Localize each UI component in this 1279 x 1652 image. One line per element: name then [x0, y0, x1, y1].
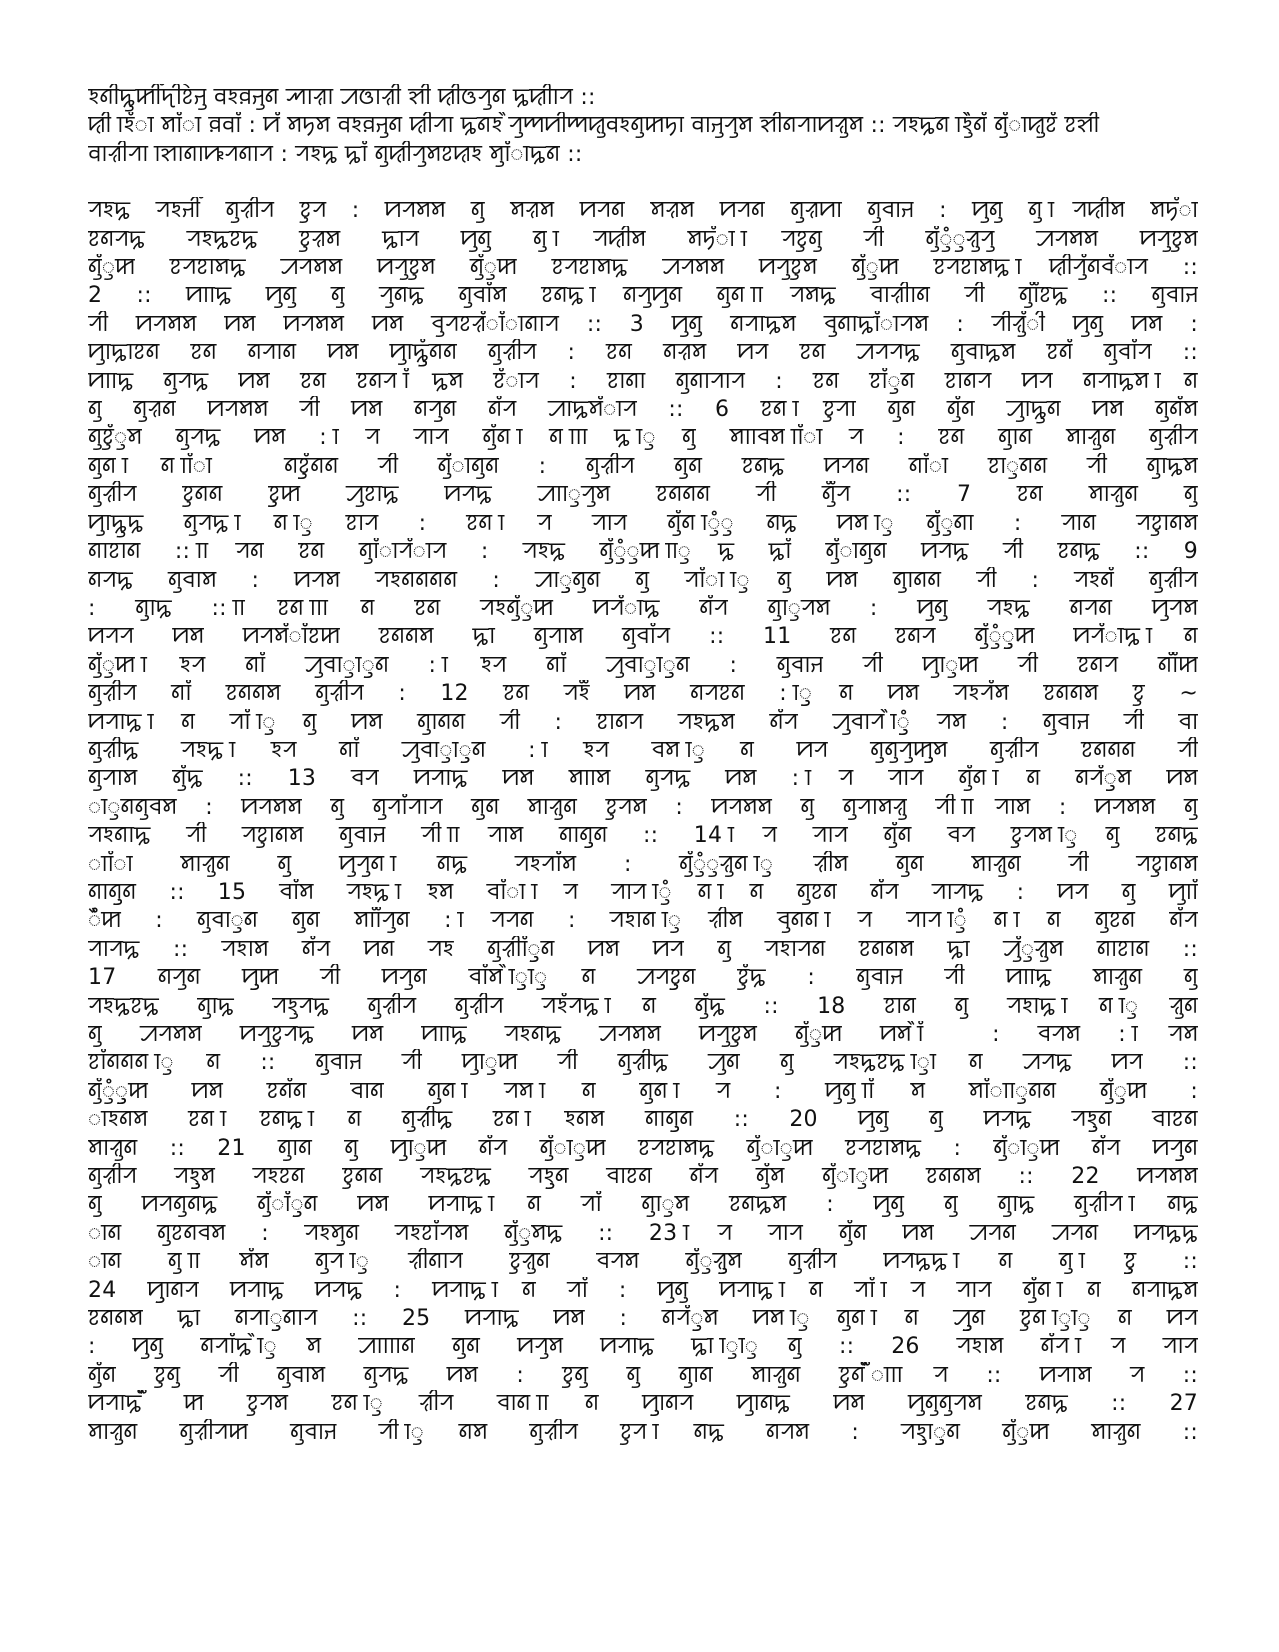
body-line: ꠘꠣꠘꠥꠥꠘ :: 15 ꠌꠣꠋꠝ ꠞꠁꠍ ꠣꠁꠝ ꠌꠣꠋꠣ ꠣꠞ ꠞꠣꠞ ꠣꠥꠋꠘ ꠣꠘ ꠘꠥꠐꠘ ꠘꠋꠞ ꠞꠣꠞꠍ : ꠙꠞ ꠘꠥ ꠙꠥꠣꠣꠋ [88, 879, 1198, 905]
document-page [88, 84, 1198, 1447]
body-line: ꠘꠥꠟꠤꠞ ꠘꠣꠋ ꠐꠘꠘꠝ ꠘꠥꠟꠤꠞ : 12 ꠐꠘ ꠞꠁꠋꠋ ꠙꠝ ꠘꠞꠐꠘ : ꠣꠥꠥꠘ ꠙꠝ ꠞꠁꠞꠋꠝ ꠐꠘꠘꠝ ꠐꠥ ~ [88, 681, 1198, 707]
body-line: ꠂꠋꠋꠇ : ꠘꠥꠌꠣꠥꠘ ꠘꠥꠘ ꠝꠣꠣꠋꠋꠞꠥꠘ : ꠣꠞꠞꠘ : ꠞꠁꠣꠘ ꠣꠥꠟꠤꠝ ꠌꠥꠘꠘ ꠣꠞ ꠞꠣꠞ ꠣꠥꠋꠘ ꠣꠘ ꠘꠥꠐꠘ ꠘꠋꠞ [88, 908, 1198, 934]
body-line: ꠙꠥꠣꠍꠥꠍ ꠘꠥꠞꠍ ꠣꠘ ꠣꠥꠐꠣꠞ : ꠐꠘ ꠣꠞ ꠞꠣꠞ ꠘꠥꠋꠘ ꠣꠥꠋꠥꠘꠍ ꠙꠝ ꠣꠥꠘꠥꠋꠥꠘꠣ : ꠞꠣꠘ ꠞꠐꠥꠣꠘꠝ [88, 510, 1198, 536]
heading-line: ꠁꠘꠤꠍꠥꠇꠤꠋꠖꠤꠐꠦꠔꠥ ꠛꠁꠅꠔꠥꠘ ꠕꠣꠟꠣ ꠀꠃꠣꠟꠤ ꠡꠤ ꠢꠤꠃꠞꠥꠘ ꠍꠢꠤꠣꠞ :: [88, 85, 596, 110]
body-line: ꠐꠘꠘꠝ ꠍꠣ ꠘꠞꠣꠥꠥꠘꠣꠞ :: 25 ꠙꠞꠣꠍ ꠙꠝ : ꠘꠞꠋꠥꠥꠝ ꠙꠝ ꠣꠥꠘꠥꠘ ꠣꠘ ꠀꠥꠥꠥꠥꠘ ꠐꠥꠘ ꠣꠥꠣꠥꠘ ꠙꠞ [88, 1306, 1198, 1332]
body-line: ꠙꠞꠣꠍ ꠣꠘ ꠞꠣꠋ ꠣꠥꠘꠥ ꠙꠝ ꠘꠥꠣꠘꠘ ꠞꠤ : ꠐꠣꠘꠞ ꠞꠁꠍꠝ ꠘꠋꠞ ꠀꠥꠌꠣꠞ ꠂꠣꠥꠥꠋꠞꠝ : ꠘꠥꠌꠣꠔ ꠞꠤ ꠌꠣ [88, 709, 1198, 735]
body-line: ꠐꠘꠞꠍ ꠞꠁꠍꠐꠍ ꠐꠥꠟꠝ ꠍꠣꠞ ꠙꠥꠘꠥ ꠘꠥ ꠣꠞꠢꠤꠝ ꠝꠠꠋꠣ ꠣꠞꠐꠥꠘꠥ ꠞꠤ ꠘꠥꠋꠥꠋꠥꠟꠥꠞꠥ ꠀꠞꠝꠝ ꠙꠞꠥꠐꠥꠝ [88, 226, 1198, 252]
body-line: ꠘꠥꠟꠤꠍ ꠞꠁꠍ ꠣꠁꠞ ꠘꠣꠋ ꠀꠥꠌꠣꠥꠣꠥꠥꠘ : ꠣꠁꠞ ꠌꠝ ꠣꠥꠘ ꠙꠞ ꠘꠥꠘꠥꠞꠥꠇꠥꠥꠝ ꠘꠥꠟꠤꠞ ꠐꠘꠘꠘ ꠞꠤ [88, 737, 1198, 763]
body-line: : ꠙꠥꠘꠥ ꠘꠞꠣꠋꠍ ꠂꠣꠥꠝ ꠀꠣꠣꠣꠣꠘ ꠘꠥꠘ ꠙꠞꠥꠝ ꠙꠞꠣꠍ ꠍꠣ ꠣꠥꠣꠥꠘꠥ :: 26 ꠞꠁꠣꠝ ꠘꠋꠞ ꠣꠞ ꠞꠣꠞ [88, 1334, 1198, 1360]
body-line: ꠣꠘ ꠘꠥꠐꠘꠌꠝ : ꠞꠁꠝꠥꠘ ꠞꠁꠐꠣꠋꠞꠝ ꠘꠥꠋꠥꠝꠍ :: 23 ꠣꠞ ꠞꠣꠞ ꠘꠥꠋꠘ ꠙꠝ ꠀꠞꠘ ꠀꠞꠘ ꠙꠞꠍꠍ [88, 1220, 1198, 1246]
body-line: ꠘꠥꠘ ꠣꠘ ꠣꠣꠋꠣ ꠘꠐꠥꠥꠋꠘꠘ ꠞꠤ ꠘꠥꠋꠣꠘꠥꠘ : ꠘꠥꠟꠤꠞ ꠘꠥꠘ ꠐꠘꠍ ꠙꠞꠘ ꠘꠣꠋꠣ ꠐꠣꠥꠘꠘ ꠞꠤ ꠘꠥꠣꠍꠝ [88, 453, 1198, 479]
heading-line: ꠛꠣꠟꠤꠞꠣ ꠣꠡꠣꠘꠣꠚꠞꠘꠣꠞ : ꠞꠁꠍ ꠍꠣꠋ ꠘꠥꠢꠤꠞꠥꠝꠐꠢꠁ ꠝꠥꠣꠋꠣꠍꠘ :: [88, 141, 583, 167]
body-line: ꠘꠥꠋꠘ ꠐꠥꠘꠥ ꠞꠤ ꠘꠥꠌꠣꠝ ꠘꠥꠞꠍ ꠙꠝ : ꠐꠥꠘꠥ ꠘꠥ ꠘꠥꠣꠘ ꠝꠣꠟꠥꠘ ꠐꠥꠘ ꠂꠋꠋꠣꠣꠣꠞ :: ꠙꠞꠣꠝ ꠞ :: [88, 1362, 1198, 1388]
body-line: ꠝꠣꠟꠥꠘ :: 21 ꠘꠥꠣꠘ ꠘꠥ ꠙꠥꠣꠥꠇ ꠘꠋꠞ ꠘꠥꠋꠣꠥꠇ ꠐꠞꠐꠣꠝꠍ ꠘꠥꠋꠣꠥꠇ ꠐꠞꠐꠣꠝꠍ : ꠘꠥꠋꠣꠥꠇ ꠘꠋꠞ ꠙꠞꠥꠥꠘ [88, 1135, 1198, 1161]
body-line: ꠘꠥ ꠙꠞꠘꠥꠘꠍ ꠘꠥꠋꠣꠋꠥꠥꠘ ꠙꠝ ꠙꠞꠣꠍ ꠣꠘ ꠞꠣꠋ ꠘꠥꠣꠥꠝ ꠐꠘꠍꠝ : ꠙꠥꠘꠥ ꠘꠥ ꠘꠥꠣꠍ ꠘꠥꠟꠤꠞ ꠣꠘꠍ [88, 1192, 1198, 1218]
body-line: ꠣꠁꠘꠝ ꠐꠘ ꠣꠐꠘꠍ ꠣꠘ ꠘꠥꠟꠤꠍ ꠐꠘ ꠣꠁꠘꠝ ꠘꠣꠘꠥꠥꠘ :: 20 ꠙꠥꠘꠥ ꠘꠥ ꠙꠞꠍ ꠞꠁꠥꠥꠘ ꠌꠣꠐꠘ [88, 1107, 1198, 1133]
body-paragraph [88, 197, 1198, 1447]
body-line: ꠣꠣꠋꠣ ꠝꠣꠟꠥꠘ ꠘꠥ ꠙꠥꠞꠥꠘ ꠣꠘꠍ ꠞꠁꠞꠣꠋꠝ : ꠘꠥꠋꠥꠋꠥꠟꠥꠘ ꠣꠥꠟꠤꠝ ꠘꠥꠘ ꠝꠣꠟꠥꠘ ꠞꠤ ꠞꠐꠥꠣꠘꠝ [88, 851, 1198, 877]
body-line: 17 ꠘꠞꠥꠘ ꠙꠥꠥꠇ ꠞꠤ ꠙꠞꠥꠘ ꠌꠣꠋꠝ ꠂꠣꠥꠥꠣꠥꠥꠘ ꠀꠞꠐꠥꠥꠘ ꠐꠥꠋꠍ : ꠘꠥꠌꠣꠔ ꠞꠤ ꠙꠣꠣꠍ ꠝꠣꠟꠥꠘ ꠘꠥ [88, 965, 1198, 991]
heading-line: ꠢꠤ ꠣꠁꠋꠣ ꠝꠣꠋꠣ ꠅꠛꠣꠋ : ꠙꠋ ꠝꠠꠝ ꠛꠁꠅꠔꠥꠘ ꠢꠤꠞꠣ ꠍꠘꠁ ꠂꠞꠥꠈꠙꠤꠈꠢꠥꠛꠁꠘꠥꠇꠠꠣ ꠛꠣꠔꠥꠞꠥꠝ ꠡꠤꠘꠞꠣꠙꠟꠥꠝ :: ꠞꠁꠍꠘ ꠣꠁꠂꠂꠥꠘꠋ ꠘꠥꠋꠣꠢꠥꠐꠋ ꠐꠡꠤ [88, 113, 1100, 139]
body-line: ꠘꠣꠐꠣꠘ :: ꠣꠣꠞꠘ ꠐꠘ ꠘꠥꠣꠋꠣꠞꠋꠣꠞ : ꠞꠁꠍ ꠘꠥꠋꠥꠋꠥꠇ ꠣꠣꠥꠍ ꠍꠣꠋ ꠘꠥꠋꠣꠘꠥꠘ ꠙꠞꠍ ꠞꠤ ꠐꠘꠍ :: 9 [88, 539, 1198, 565]
body-line: ꠘꠥꠋꠥꠋꠥꠥꠥꠇ ꠙꠝ ꠐꠘꠋꠘ ꠌꠣꠘ ꠘꠥꠘ ꠣꠞꠝ ꠣꠘ ꠘꠥꠘ ꠣꠞ : ꠙꠥꠘꠥ ꠣꠣꠋꠝ ꠝꠣꠋꠣꠣꠥꠘꠘ ꠘꠥꠋꠥꠇ : [88, 1078, 1198, 1104]
body-line: ꠘꠥꠞꠣꠝ ꠘꠥꠋꠍ :: 13 ꠌꠞ ꠙꠞꠣꠍ ꠙꠝ ꠝꠣꠣꠝ ꠘꠥꠞꠍ ꠙꠝ : ꠣꠞ ꠞꠣꠞ ꠘꠥꠋꠘ ꠣꠘ ꠘꠞꠋꠥꠥꠝ ꠙꠝ [88, 766, 1198, 792]
body-line: ꠘꠥꠐꠥꠋꠥꠝ ꠘꠥꠞꠍ ꠙꠝ : ꠣꠞ ꠞꠣꠞ ꠘꠥꠋꠘ ꠣꠘ ꠣꠣꠣꠍ ꠣꠥꠘꠥ ꠝꠣꠣꠌꠝ ꠣꠣꠋꠣꠞ : ꠐꠘ ꠘꠥꠣꠘ ꠝꠣꠟꠥꠘ ꠘꠥꠟꠤꠞ [88, 425, 1198, 451]
body-line: ꠞꠁꠍ ꠞꠁꠔꠤꠋ ꠘꠥꠟꠤꠞ ꠐꠥꠞ : ꠙꠞꠝꠝ ꠘꠥ ꠝꠟꠝ ꠙꠞꠘ ꠝꠟꠝ ꠙꠞꠘ ꠘꠥꠟꠙꠣ ꠘꠥꠌꠣꠔ : ꠙꠥꠘꠥ ꠘꠥ ꠣꠞꠢꠤꠝ ꠝꠠꠋꠣ [88, 198, 1198, 224]
body-line: 2 :: ꠙꠣꠣꠍ ꠙꠥꠘꠥ ꠘꠥ ꠞꠥꠘꠍ ꠘꠥꠌꠣꠋꠝ ꠐꠘꠍ ꠣꠘꠞꠥꠙꠥꠘ ꠘꠥꠘ ꠣꠣꠞꠝꠍ ꠌꠣꠟꠤꠣꠘ ꠞꠤ ꠘꠥꠣꠋꠋꠐꠍ :: ꠘꠥꠌꠣꠔ [88, 283, 1198, 309]
body-line: ꠘꠥ ꠘꠥꠟꠘ ꠙꠞꠝꠝ ꠞꠤ ꠙꠝ ꠘꠞꠥꠘ ꠘꠋꠞ ꠀꠣꠍꠝꠋꠣꠞ :: 6 ꠐꠘ ꠣꠐꠥꠞꠣ ꠘꠥꠘ ꠘꠥꠋꠘ ꠀꠥꠣꠍꠥꠘ ꠙꠝ ꠘꠥꠘꠋꠝ [88, 397, 1198, 423]
body-line: ꠘꠥꠟꠤꠞ ꠐꠥꠘꠘ ꠐꠥꠥꠇ ꠀꠥꠐꠣꠍ ꠙꠞꠍ ꠀꠣꠣꠥꠞꠥꠝ ꠐꠘꠘꠘ ꠞꠤ ꠘꠥꠋꠋꠞ :: 7 ꠐꠘ ꠝꠣꠟꠥꠘ ꠘꠥ [88, 482, 1198, 508]
body-line: ꠘꠥ ꠀꠞꠝꠝ ꠙꠞꠥꠐꠥꠞꠍ ꠙꠝ ꠙꠣꠣꠍ ꠞꠁꠘꠍ ꠀꠞꠝꠝ ꠙꠞꠥꠐꠥꠝ ꠘꠥꠋꠥꠇ ꠙꠝ ꠂꠣꠋ : ꠌꠞꠝ : ꠣꠞꠝ [88, 1022, 1198, 1047]
body-line: ꠙꠞꠣꠍ ꠂꠋꠋꠇ ꠐꠥꠞꠝ ꠐꠘ ꠣꠥꠟꠤꠞ ꠌꠣꠘ ꠣꠣꠘ ꠙꠥꠥꠣꠘꠞ ꠙꠥꠣꠘꠍ ꠙꠝ ꠙꠥꠘꠥꠘꠥꠞꠝ ꠐꠘꠍ :: 27 [88, 1391, 1198, 1417]
heading-block [88, 84, 1198, 169]
body-line: 24 ꠙꠥꠥꠣꠘꠞ ꠙꠞꠣꠍ ꠙꠞꠍ : ꠙꠞꠣꠍ ꠣꠘ ꠞꠣꠋ : ꠙꠥꠘꠥ ꠙꠞꠣꠍ ꠣꠘ ꠞꠣꠋ ꠣꠞ ꠞꠣꠞ ꠘꠥꠋꠘ ꠣꠘ ꠘꠞꠣꠍꠝ [88, 1277, 1198, 1303]
body-line: ꠞꠤ ꠙꠞꠝꠝ ꠙꠝ ꠙꠞꠝꠝ ꠙꠝ ꠌꠥꠞꠐꠟꠋꠣꠋꠣꠘꠣꠞ :: 3 ꠙꠥꠘꠥ ꠘꠞꠣꠍꠝ ꠌꠥꠘꠣꠍꠣꠋꠣꠞꠝ : ꠞꠤꠟꠥꠋꠤ ꠙꠥꠘꠥ ꠙꠝ : [88, 311, 1198, 337]
body-line: : ꠘꠥꠣꠍ :: ꠣꠣꠐꠘ ꠣꠣꠣꠘ ꠐꠘ ꠞꠁꠘꠥꠋꠥꠇ ꠙꠞꠋꠣꠍ ꠘꠋꠞ ꠘꠥꠣꠥꠞꠝ : ꠙꠥꠘꠥ ꠞꠁꠍ ꠘꠞꠘ ꠙꠥꠞꠝ [88, 595, 1198, 621]
body-line: ꠙꠞꠞ ꠙꠝ ꠙꠞꠝꠋꠣꠋꠐꠇ ꠐꠘꠘꠝ ꠍꠣ ꠘꠥꠞꠣꠝ ꠘꠥꠌꠣꠋꠞ :: 11 ꠐꠘ ꠐꠘꠞ ꠘꠥꠋꠥꠋꠥꠥꠥꠇ ꠙꠞꠋꠣꠍ ꠣꠘ [88, 624, 1198, 650]
body-line: ꠞꠁꠘꠣꠍ ꠞꠤ ꠞꠐꠥꠣꠘꠝ ꠘꠥꠌꠣꠔ ꠞꠤ ꠣꠣꠞꠣꠝ ꠘꠣꠘꠥꠥꠘ :: 14 ꠣꠞ ꠞꠣꠞ ꠘꠥꠋꠘ ꠌꠞ ꠐꠥꠞꠝ ꠣꠥꠘꠥ ꠐꠘꠍ [88, 823, 1198, 849]
body-line: ꠘꠥꠋꠥꠇ ꠣꠁꠞ ꠘꠣꠋ ꠀꠥꠌꠣꠥꠣꠥꠥꠘ : ꠣꠁꠞ ꠘꠣꠋ ꠀꠥꠌꠣꠥꠣꠥꠥꠘ : ꠘꠥꠌꠣꠔ ꠞꠤ ꠙꠥꠣꠥꠇ ꠞꠤ ꠐꠘꠞ ꠘꠣꠋꠋꠇ [88, 652, 1198, 678]
body-line: ꠘꠥꠟꠤꠞ ꠞꠁꠥꠥꠝ ꠞꠁꠐꠘ ꠐꠥꠘꠘ ꠞꠁꠍꠐꠍ ꠞꠁꠥꠥꠘ ꠌꠣꠐꠘ ꠘꠋꠞ ꠘꠥꠋꠝ ꠘꠥꠋꠣꠥꠇ ꠐꠘꠘꠝ :: 22 ꠙꠞꠝꠝ [88, 1164, 1198, 1190]
body-line: ꠣꠘ ꠘꠥ ꠣꠣꠝꠋꠝ ꠘꠥꠞ ꠣꠥꠟꠤꠘꠣꠞ ꠐꠥꠟꠥꠘ ꠌꠞꠝ ꠘꠥꠋꠥꠟꠥꠥꠥꠝ ꠘꠥꠟꠤꠞ ꠙꠞꠍꠍ ꠣꠘ ꠘꠥ ꠣꠐꠥꠥꠥ :: [88, 1249, 1198, 1275]
body-line: ꠘꠞꠍ ꠘꠥꠌꠣꠝ : ꠙꠞꠝ ꠞꠁꠘꠘꠘꠘ : ꠀꠣꠥꠥꠘꠥꠘ ꠘꠥ ꠞꠣꠋꠣ ꠣꠥꠘꠥ ꠙꠝ ꠘꠥꠣꠘꠘ ꠞꠤ : ꠞꠁꠘꠋ ꠘꠥꠟꠤꠞ [88, 567, 1198, 593]
body-line: ꠞꠁꠍꠐꠍ ꠘꠥꠣꠍ ꠞꠁꠥꠞꠍ ꠘꠥꠟꠤꠞ ꠘꠥꠟꠤꠞ ꠞꠁꠋꠞꠍ ꠣꠘ ꠘꠥꠋꠍ :: 18 ꠐꠣꠘ ꠘꠥ ꠞꠁꠣꠍ ꠣꠘ ꠣꠥꠟꠥꠘ [88, 993, 1198, 1019]
body-line: ꠘꠥꠋꠥꠇ ꠐꠞꠐꠣꠝꠍ ꠀꠞꠝꠝ ꠙꠞꠥꠐꠥꠝ ꠘꠥꠋꠥꠇ ꠐꠞꠐꠣꠝꠍ ꠀꠞꠝꠝ ꠙꠞꠥꠐꠥꠝ ꠘꠥꠋꠥꠇ ꠐꠞꠐꠣꠝꠍ ꠣꠢꠤꠞꠥꠋꠘꠌꠋꠣꠞ :: [88, 255, 1198, 281]
body-line: ꠣꠥꠘꠘꠥꠌꠝ : ꠙꠞꠝꠝ ꠘꠥ ꠘꠥꠞꠣꠋꠞꠣꠞ ꠘꠥꠘ ꠝꠣꠟꠥꠘ ꠐꠥꠞꠝ : ꠙꠞꠝꠝ ꠘꠥ ꠘꠥꠞꠣꠝꠟꠥ ꠞꠤ ꠣꠣꠞꠣꠝ : ꠙꠞꠝꠝ ꠘꠥ [88, 794, 1198, 820]
body-line: ꠙꠥꠣꠍꠣꠐꠘ ꠐꠘ ꠘꠞꠣꠘ ꠙꠝ ꠙꠥꠣꠍꠥꠥꠋꠘꠘ ꠘꠥꠟꠤꠞ : ꠐꠘ ꠘꠟꠝ ꠙꠞ ꠐꠘ ꠀꠞꠞꠍ ꠘꠥꠌꠣꠍꠝ ꠐꠘꠋ ꠘꠥꠌꠣꠋꠞ :: [88, 340, 1198, 366]
body-line: ꠞꠣꠞꠍ :: ꠞꠁꠣꠝ ꠘꠋꠞ ꠙꠘ ꠞꠁ ꠘꠥꠟꠤꠣꠋꠥꠥꠘ ꠙꠝ ꠙꠞ ꠘꠥ ꠞꠁꠣꠞꠘ ꠐꠘꠘꠝ ꠍꠣ ꠀꠥꠋꠥꠟꠥꠝ ꠘꠣꠐꠣꠘ :: [88, 936, 1198, 962]
body-line: ꠐꠣꠋꠘꠘꠘ ꠣꠥꠘ :: ꠘꠥꠌꠣꠔ ꠞꠤ ꠙꠥꠣꠥꠇ ꠞꠤ ꠘꠥꠟꠤꠍ ꠀꠥꠘ ꠘꠥ ꠞꠁꠍꠐꠍ ꠣꠥꠣꠘ ꠀꠞꠍ ꠙꠞ :: [88, 1050, 1198, 1076]
body-line: ꠝꠣꠟꠥꠘ ꠘꠥꠟꠤꠞꠇ ꠘꠥꠌꠣꠔ ꠞꠤ ꠣꠥꠘꠝ ꠘꠥꠟꠤꠞ ꠐꠥꠞ ꠣꠘꠍ ꠘꠞꠝ : ꠞꠁꠥꠥꠣꠥꠥꠘ ꠘꠥꠋꠥꠇ ꠝꠣꠟꠥꠘ :: [88, 1419, 1198, 1445]
body-line: ꠙꠣꠣꠍ ꠘꠥꠞꠍ ꠙꠝ ꠐꠘ ꠐꠘꠞ ꠣꠋꠍꠝ ꠐꠋꠣꠞ : ꠐꠣꠘꠣ ꠘꠥꠘꠣꠞꠣꠞ : ꠐꠘ ꠐꠣꠋꠥꠘ ꠐꠣꠘꠞ ꠙꠞ ꠘꠞꠣꠍꠝ ꠣꠘ [88, 368, 1198, 394]
